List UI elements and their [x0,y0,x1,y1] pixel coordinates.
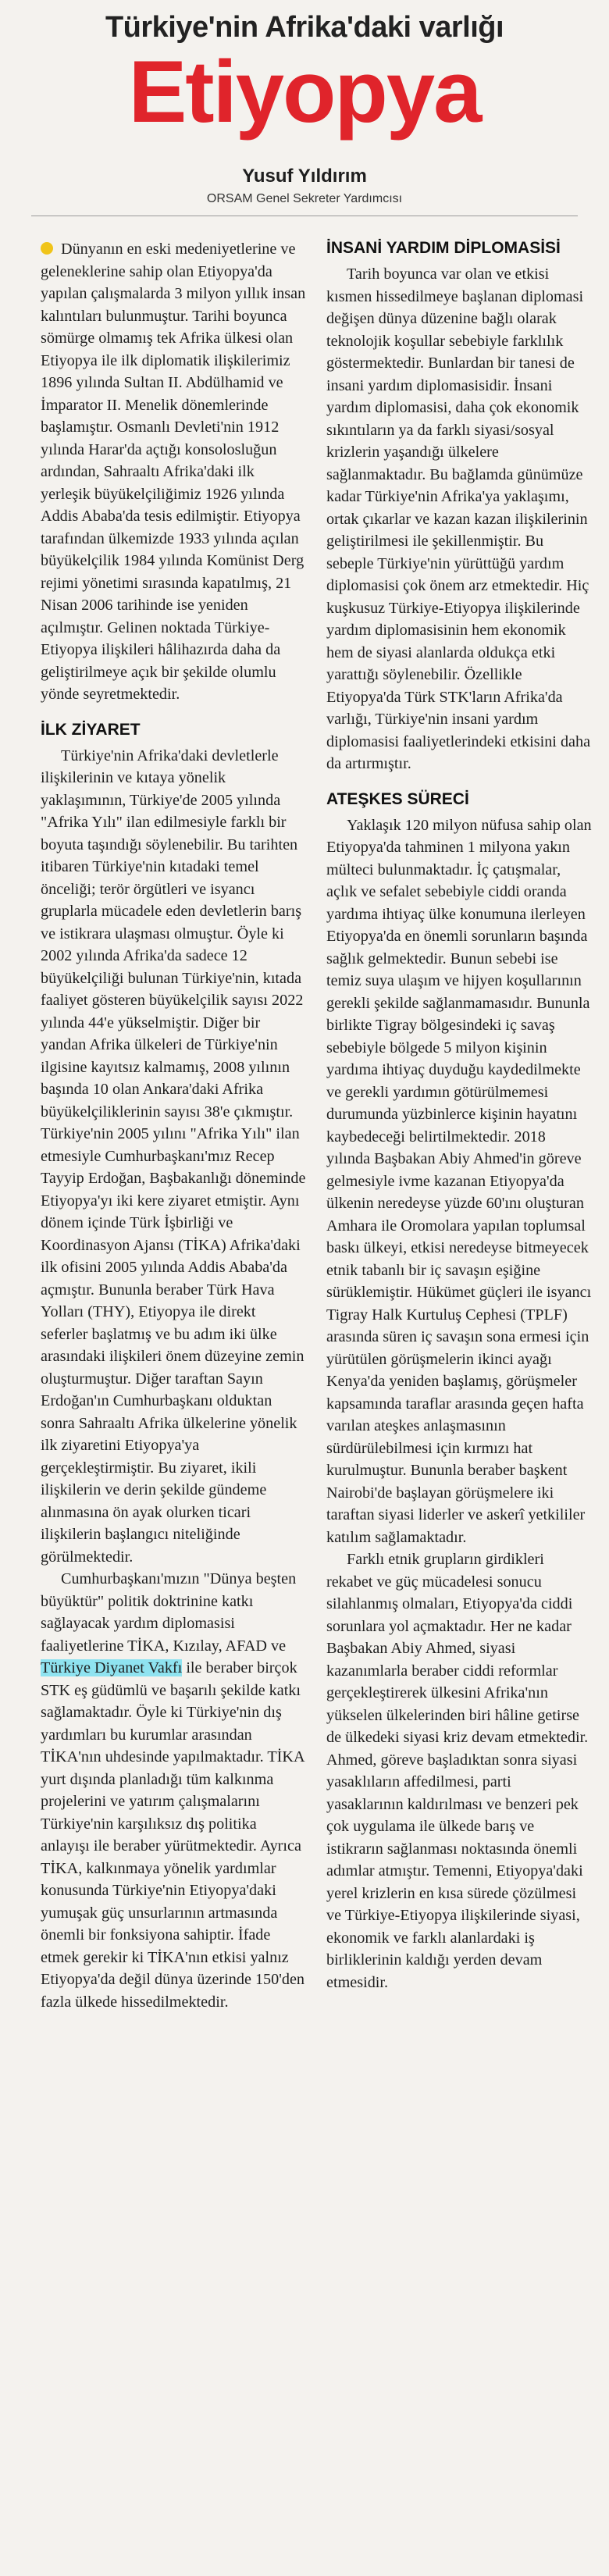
intro-paragraph [41,238,306,706]
headline: Etiyopya [128,43,481,141]
section-title-insani-yardim: İNSANİ YARDIM DİPLOMASİSİ [326,239,561,257]
bullet-icon [41,242,53,255]
text: Cumhurbaşkanı'mızın "Dünya beşten büyüktür" politik doktrinine katkı sağlayacak yardım diplomasisi faaliyetlerine TİKA, Kızılay, AFAD ve [41,1570,297,1655]
kicker: Türkiye'nin Afrika'daki varlığı [105,11,504,44]
paragraph: Yaklaşık 120 milyon nüfusa sahip olan Etiyopya'da tahminen 1 milyona yakın mülteci bulunmaktadır. İç çatışmalar, açlık ve sefalet sebebiyle ciddi oranda yardıma ihtiyaç ülke konumuna ilerleyen Etiyopya'da en önemli sorunların başında sağlık gelmektedir. Bunun sebebi ise temiz suya ulaşım ve hijyen koşullarının gerekli şekilde sağlanmamasıdır. Bununla birlikte Tigray bölgesindeki iç savaş sebebiyle bölgede 5 milyon kişinin yardıma ihtiyaç duyduğu kaydedilmekte ve gerekli yardımın götürülmemesi durumunda yüzbinlerce kişinin hayatını kaybedeceği belirtilmektedir. 2018 yılında Başbakan Abiy Ahmed'in göreve gelmesiyle ivme kazanan Etiyopya'da ülkenin neredeyse yüzde 60'ını oluşturan Amhara ile Oromolara yapılan toplumsal baskı ülkeyi, etkisi neredeyse bitmeyecek etnik tabanlı bir iç savaşın eşiğine sürüklemiştir. Hükümet güçleri ile isyancı Tigray Halk Kurtuluş Cephesi (TPLF) arasında süren iç savaşın sona ermesi için yürütülen görüşmelerin ikinci ayağı Kenya'da yeniden başlamış, görüşmeler kapsamında taraflar arasında geçen hafta varılan ateşkes anlaşmasının sürdürülebilmesi için kırmızı hat kurulmuştur. Bununla beraber başkent Nairobi'de başlayan görüşmelere iki taraftan siyasi liderler ve askerî yetkililer katılım sağlamaktadır. [326,816,592,1546]
paragraph [41,1568,306,2013]
paragraph: Farklı etnik grupların girdikleri rekabet ve güç mücadelesi sonucu silahlanmış olmaları, Etiyopya'da ciddi sorunlara yol açmaktadır. Her ne kadar Başbakan Abiy Ahmed, siyasi kazanımlarla beraber ciddi reformlar gerçekleştirerek ülkesini Afrika'nın yükselen ülkelerinden biri hâline getirse de ülkedeki siyasi kriz devam etmektedir. Ahmed, göreve başladıktan sonra siyasi yasaklıların affedilmesi, parti yasaklarının kaldırılması ve benzeri pek çok uygulama ile ülkede barış ve istikrarın sağlanması noktasında önemli adımlar atmıştır. Temenni, Etiyopya'daki yerel krizlerin en kısa sürede çözülmesi ve Türkiye-Etiyopya ilişkilerinde siyasi, ekonomik ve farklı alanlardaki iş birliklerinin kaldığı yerden devam etmesidir. [326,1551,589,1991]
highlighted-text: Türkiye Diyanet Vakfı [41,1659,183,1676]
author-title: ORSAM Genel Sekreter Yardımcısı [206,192,403,205]
left-column [41,238,306,2013]
paragraph: Türkiye'nin Afrika'daki devletlerle ilişkilerinin ve kıtaya yönelik yaklaşımının, Türkiye'de 2005 yılında "Afrika Yılı" ilan edilmesiyle farklı bir boyuta taşındığı söylenebilir. Bu tarihten itibaren Türkiye'nin kıtadaki temel önceliği; terör örgütleri ve isyancı gruplarla mücadele eden devletlerin barış ve istikrara ulaşması olmuştur. Öyle ki 2002 yılında Afrika'da sadece 12 büyükelçiliği bulunan Türkiye'nin, kıtada faaliyet gösteren büyükelçilik sayısı 2022 yılında 44'e yükselmiştir. Diğer bir yandan Afrika ülkeleri de Türkiye'nin ilgisine kayıtsız kalmamış, 2008 yılının başında 10 olan Ankara'daki Afrika büyükelçiliklerinin sayısı 38'e çıkmıştır. Türkiye'nin 2005 yılını "Afrika Yılı" ilan etmesiyle Cumhurbaşkanı'mız Recep Tayyip Erdoğan, Başbakanlığı döneminde Etiyopya'yı iki kere ziyaret etmiştir. Aynı dönem içinde Türk İşbirliği ve Koordinasyon Ajansı (TİKA) Afrika'daki ilk ofisini 2005 yılında Addis Ababa'da açmıştır. Bununla beraber Türk Hava Yolları (THY), Etiyopya ile direkt seferler başlatmış ve bu adım iki ülke arasındaki ilişkileri önem düzeyine zemin oluşturmuştur. Diğer taraftan Sayın Erdoğan'ın Cumhurbaşkanı olduktan sonra Sahraaltı Afrika ülkelerine yönelik ilk ziyaretini Etiyopya'ya gerçekleştirmiştir. Bu ziyaret, ikili ilişkilerin ve derin şekilde gündeme alınmasına ön ayak olurken ticari ilişkilerin başlangıcı niteliğinde görülmektedir. [41,746,306,1566]
section-title-ilk-ziyaret: İLK ZİYARET [41,720,141,739]
section-title-ateskes: ATEŞKES SÜRECİ [326,789,469,808]
right-column [326,238,592,1993]
text: ile beraber birçok STK eş güdümlü ve başarılı şekilde katkı sağlamaktadır. Öyle ki Türkiye'nin dış yardımları bu kurumlar arasından TİKA'nın uhdesinde yapılmaktadır. TİKA yurt dışında planladığı tüm kalkınma projelerini ve yatırım çalışmalarını Türkiye'nin karşılıksız dış politika anlayışı ile beraber yürütmektedir. Ayrıca TİKA, kalkınmaya yönelik yardımlar konusunda Türkiye'nin Etiyopya'daki yumuşak güç unsurlarının artmasında önemli bir fonksiyona sahiptir. İfade etmek gerekir ki TİKA'nın etkisi yalnız Etiyopya'da değil dünya üzerinde 150'den fazla ülkede hissedilmektedir. [41,1659,305,2011]
intro-text: Dünyanın en eski medeniyetlerine ve geleneklerine sahip olan Etiyopya'da yapılan çalışmalarda 3 milyon yıllık insan kalıntıları bulunmuştur. Tarihi boyunca sömürge olmamış tek Afrika ülkesi olan Etiyopya ile ilk diplomatik ilişkilerimiz 1896 yılında Sultan II. Abdülhamid ve İmparator II. Menelik dönemlerinde başlamıştır. Osmanlı Devleti'nin 1912 yılında Harar'da açtığı konsolosluğun ardından, Sahraaltı Afrika'daki ilk yerleşik büyükelçiliğimiz 1926 yılında Addis Ababa'da tesis edilmiştir. Etiyopya tarafından ülkemizde 1933 yılında açılan büyükelçilik 1984 yılında Komünist Derg rejimi yönetimi sırasında kapatılmış, 21 Nisan 2006 tarihinde ise yeniden açılmıştır. Gelinen noktada Türkiye-Etiyopya ilişkileri hâlihazırda daha da geliştirilmeye açık bir şekilde olumlu yönde seyretmektedir. [41,240,306,703]
paragraph: Tarih boyunca var olan ve etkisi kısmen hissedilmeye başlanan diplomasi değişen dünya düzenine bağlı olarak teknolojik koşullar sebebiyle farklılık göstermektedir. Bunlardan bir tanesi de insani yardım diplomasisidir. İnsani yardım diplomasisi, daha çok ekonomik sıkıntıların ya da farklı siyasi/sosyal krizlerin yaşandığı ülkelere sağlanmaktadır. Bu bağlamda günümüze kadar Türkiye'nin Afrika'ya yaklaşımı, ortak çıkarlar ve kazan kazan ilişkilerinin geliştirilmesi ile şekillenmiştir. Bu sebeple Türkiye'nin yürüttüğü yardım diplomasisi çok önem arz etmektedir. Hiç kuşkusuz Türkiye-Etiyopya ilişkilerinde yardım diplomasisinin hem ekonomik hem de siyasi alanlarda oldukça etki yarattığı söylenebilir. Özellikle Etiyopya'da Türk STK'ların Afrika'da varlığı, Türkiye'nin insani yardım diplomasisi faaliyetlerindeki etkisini daha da artırmıştır. [326,265,591,772]
author-name: Yusuf Yıldırım [242,166,367,187]
